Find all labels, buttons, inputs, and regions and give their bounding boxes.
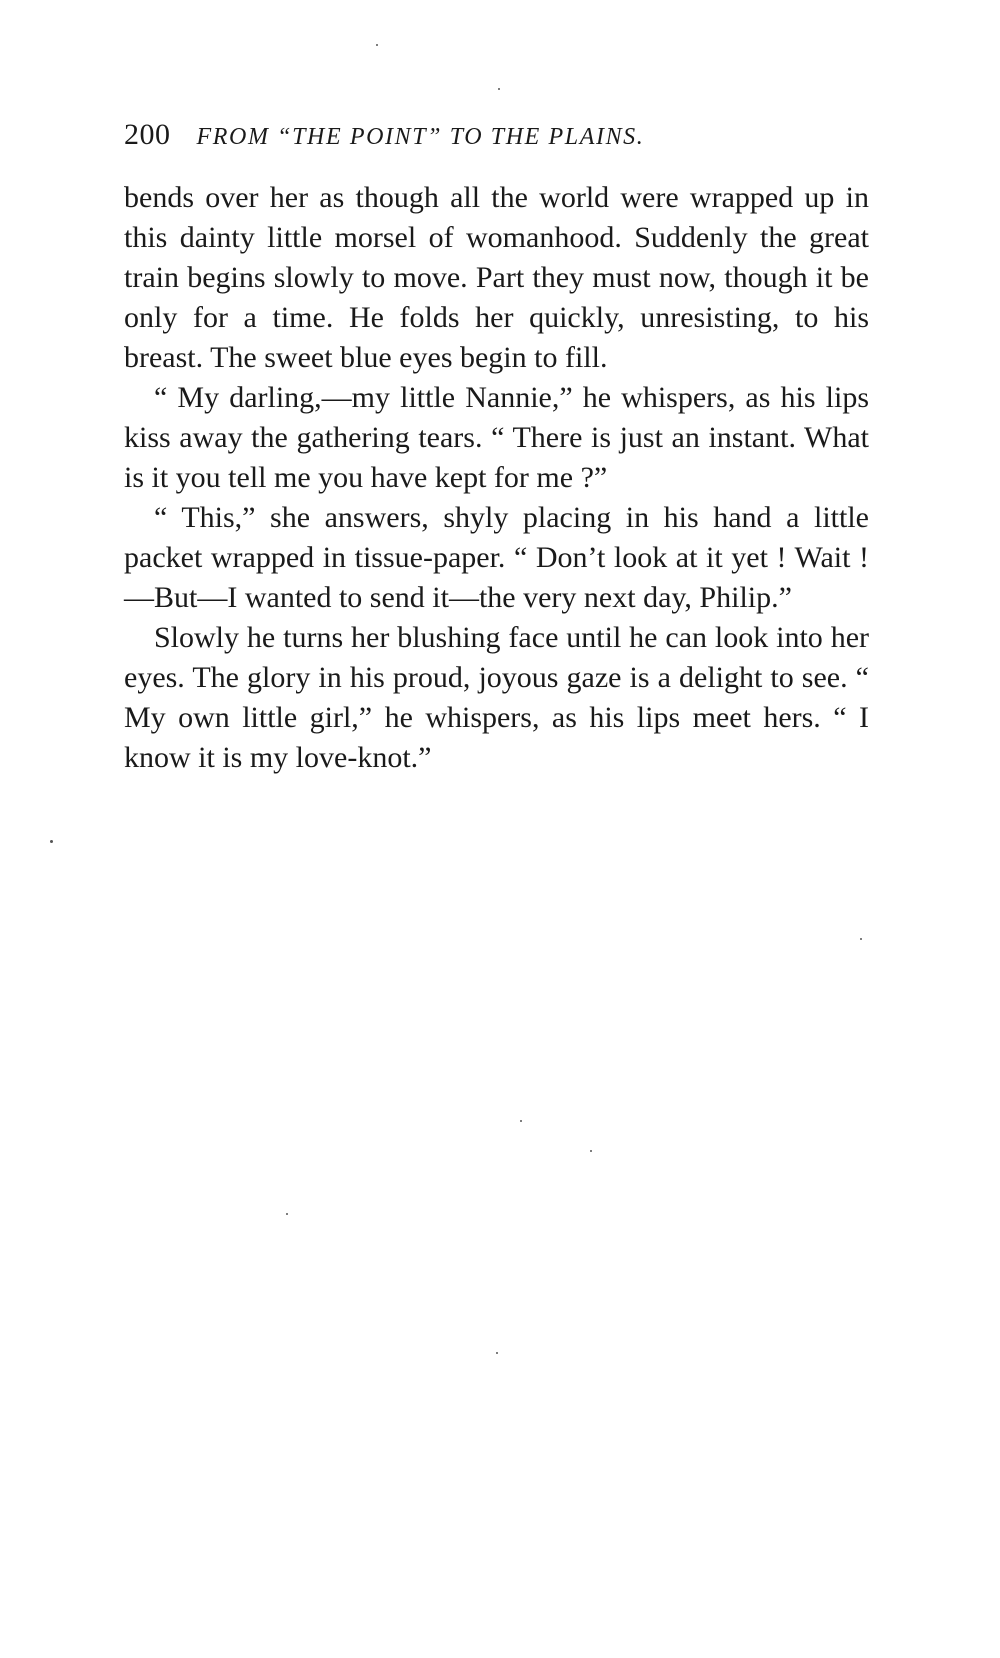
scan-speck xyxy=(590,1150,592,1152)
paragraph: “ This,” she answers, shyly placing in his hand a little packet wrapped in tissue-paper. “ Don’t look at it yet ! Wait !—But—I wanted to send it—the very next day, Philip.” xyxy=(124,501,869,614)
scan-speck xyxy=(376,44,378,46)
scan-speck xyxy=(860,938,862,940)
scan-speck xyxy=(520,1120,522,1122)
scan-speck xyxy=(496,1352,498,1354)
page-header xyxy=(124,118,884,158)
paragraph: bends over her as though all the world were wrapped up in this dainty little morsel of womanhood. Suddenly the great train begins slowly to move. Part they must now, though it be only for a time. He folds her quickly, unresisting, to his breast. The sweet blue eyes begin to fill. xyxy=(124,181,869,374)
paragraph: “ My darling,—my little Nannie,” he whispers, as his lips kiss away the gathering tears. “ There is just an instant. What is it you tell me you have kept for me ?” xyxy=(124,381,869,494)
running-title: FROM “THE POINT” TO THE PLAINS. xyxy=(196,124,645,150)
page-number: 200 xyxy=(124,118,171,151)
scan-speck xyxy=(498,88,500,90)
scan-speck xyxy=(286,1213,288,1215)
paragraph: Slowly he turns her blushing face until he can look into her eyes. The glory in his proud, joyous gaze is a delight to see. “ My own little girl,” he whispers, as his lips meet hers. “ I know it is my love-knot.” xyxy=(124,621,869,774)
body-text xyxy=(124,178,869,778)
scan-speck xyxy=(50,840,53,843)
